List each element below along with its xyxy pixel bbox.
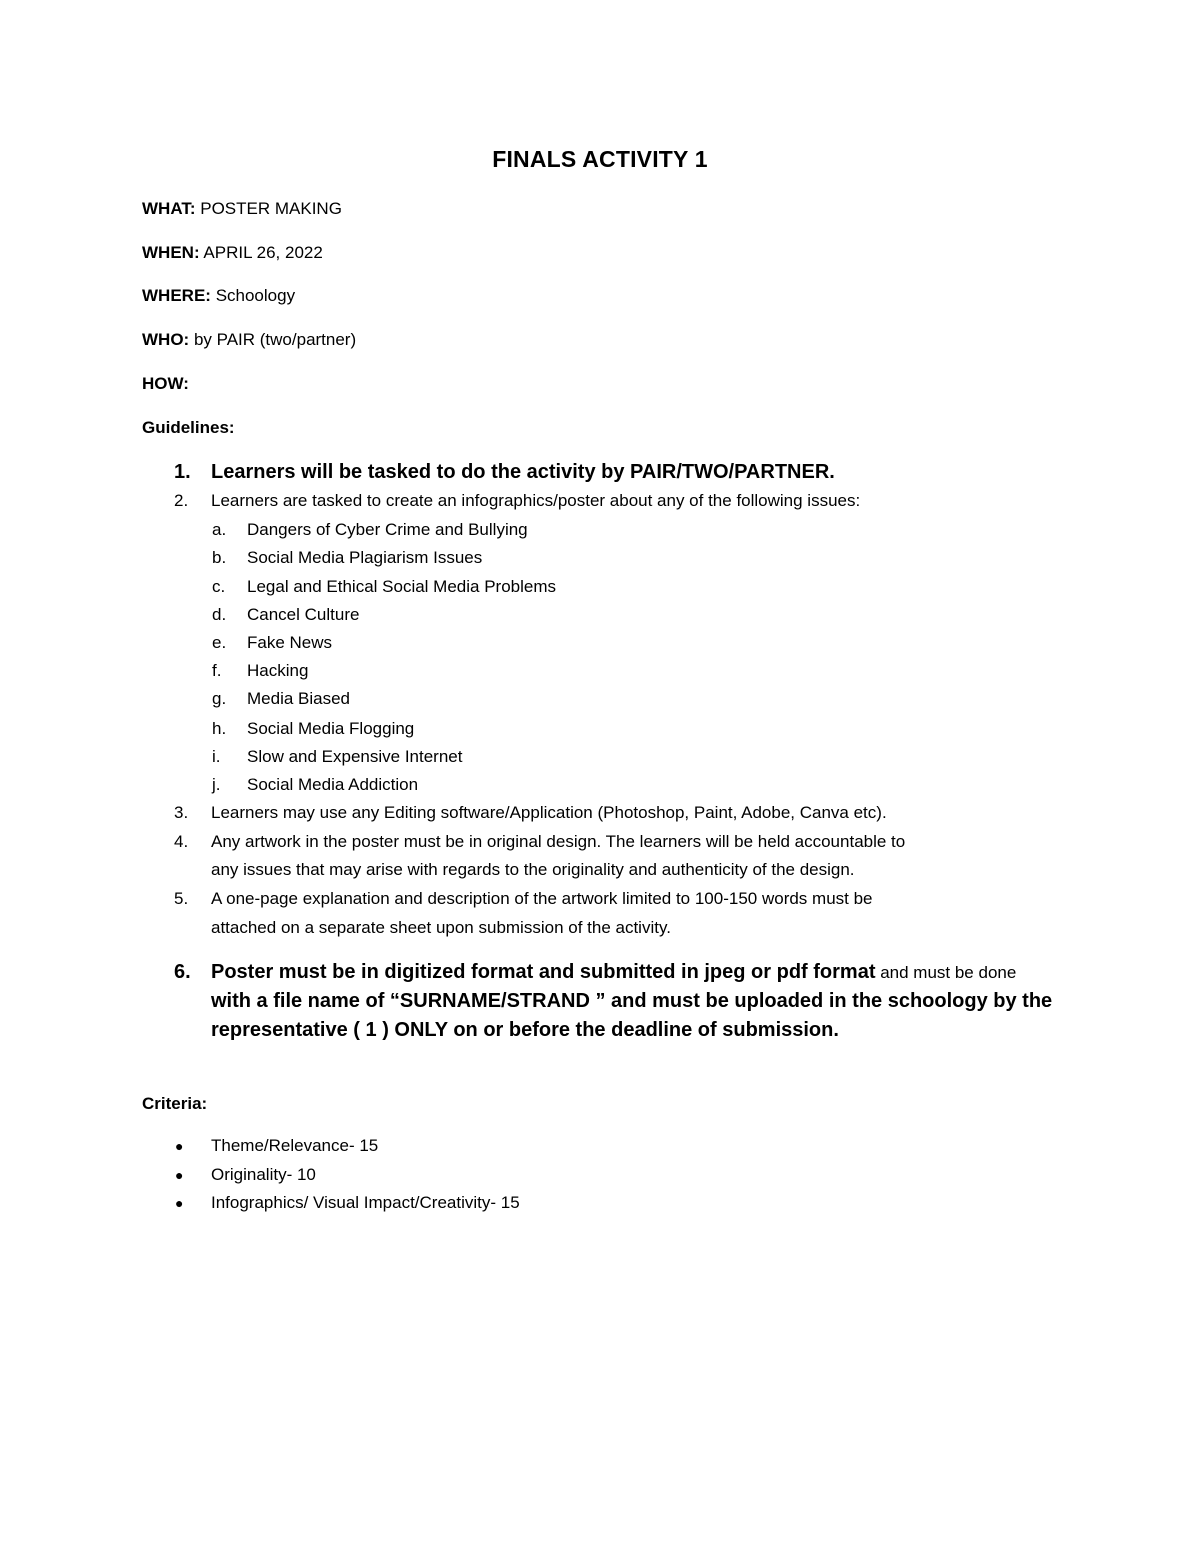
issue-item: Social Media Flogging (247, 719, 415, 738)
guideline-text-bold-part: Poster must be in digitized format and submitted in jpeg or pdf format (211, 961, 876, 983)
guideline-number: 6. (174, 961, 191, 983)
guideline-text: Learners will be tasked to do the activity by PAIR/TWO/PARTNER. (211, 461, 835, 483)
issue-letter: b. (212, 548, 227, 567)
issue-letter: d. (212, 605, 227, 624)
when-line (142, 243, 323, 263)
issue-item: Media Biased (247, 689, 351, 708)
bullet-icon: ● (175, 1167, 184, 1183)
who-label: WHO: (142, 330, 190, 349)
guideline-text-line-1 (211, 961, 1016, 984)
when-value: APRIL 26, 2022 (203, 243, 323, 262)
guideline-text-line-1: A one-page explanation and description of the artwork limited to 100-150 words must be (211, 889, 873, 908)
criteria-heading: Criteria: (142, 1094, 208, 1113)
who-line (142, 330, 356, 350)
guideline-number: 5. (174, 889, 189, 908)
criteria-item: Originality- 10 (211, 1165, 316, 1184)
where-line (142, 286, 295, 306)
issue-letter: j. (212, 775, 221, 794)
issue-item: Slow and Expensive Internet (247, 747, 463, 766)
issue-item: Fake News (247, 633, 333, 652)
where-value: Schoology (215, 286, 296, 305)
bullet-icon: ● (175, 1195, 184, 1211)
guideline-text-line-2: attached on a separate sheet upon submission of the activity. (211, 918, 671, 937)
issue-item: Dangers of Cyber Crime and Bullying (247, 520, 528, 539)
issue-letter: h. (212, 719, 227, 738)
guideline-text-line-2: with a file name of “SURNAME/STRAND ” and must be uploaded in the schoology by the (211, 990, 1053, 1012)
who-value: by PAIR (two/partner) (193, 330, 357, 349)
guideline-text-line-3: representative ( 1 ) ONLY on or before the deadline of submission. (211, 1019, 839, 1041)
document-title: FINALS ACTIVITY 1 (492, 146, 708, 172)
guidelines-heading: Guidelines: (142, 418, 235, 437)
guideline-number: 2. (174, 491, 189, 510)
issue-letter: c. (212, 577, 226, 596)
what-label: WHAT: (142, 199, 196, 218)
guideline-text: Learners may use any Editing software/Application (Photoshop, Paint, Adobe, Canva etc). (211, 803, 887, 822)
issue-item: Legal and Ethical Social Media Problems (247, 577, 557, 596)
issue-letter: i. (212, 747, 221, 766)
issue-letter: e. (212, 633, 227, 652)
guideline-text-normal-part: and must be done (875, 963, 1017, 982)
criteria-item: Infographics/ Visual Impact/Creativity- 15 (211, 1193, 520, 1212)
issue-letter: f. (212, 661, 222, 680)
issue-letter: g. (212, 689, 227, 708)
guideline-text: Learners are tasked to create an infographics/poster about any of the following issues: (211, 491, 861, 510)
guideline-number: 4. (174, 832, 189, 851)
what-value: POSTER MAKING (200, 199, 342, 218)
issue-letter: a. (212, 520, 227, 539)
where-label: WHERE: (142, 286, 211, 305)
when-label: WHEN: (142, 243, 200, 262)
what-line (142, 199, 342, 219)
guideline-text-line-1: Any artwork in the poster must be in original design. The learners will be held accountable to (211, 832, 906, 851)
bullet-icon: ● (175, 1138, 184, 1154)
issue-item: Social Media Plagiarism Issues (247, 548, 483, 567)
guideline-number: 1. (174, 461, 191, 483)
issue-item: Cancel Culture (247, 605, 360, 624)
issue-item: Hacking (247, 661, 309, 680)
issue-item: Social Media Addiction (247, 775, 419, 794)
how-label: HOW: (142, 374, 189, 393)
criteria-item: Theme/Relevance- 15 (211, 1136, 379, 1155)
guideline-number: 3. (174, 803, 189, 822)
guideline-text-line-2: any issues that may arise with regards to the originality and authenticity of the design. (211, 860, 855, 879)
